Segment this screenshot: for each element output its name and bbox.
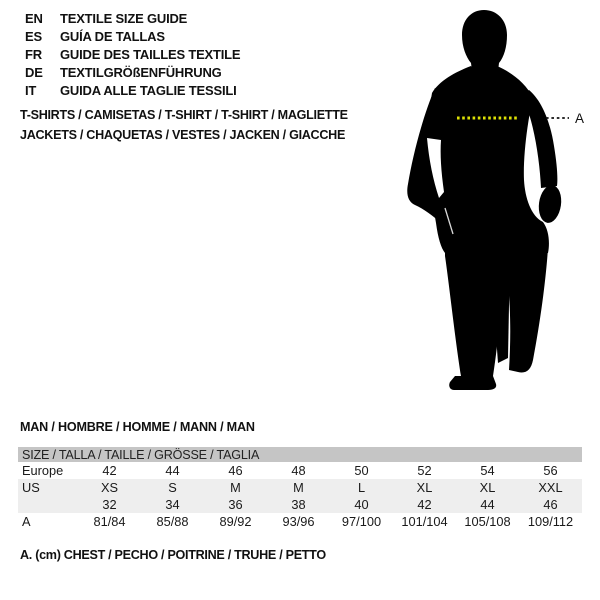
size-value: 48 — [291, 463, 306, 478]
size-value: 38 — [291, 497, 306, 512]
size-value: XL — [416, 480, 433, 495]
size-value: 85/88 — [156, 514, 189, 529]
language-row-it — [25, 81, 240, 99]
size-value: 40 — [354, 497, 369, 512]
language-code: ES — [25, 28, 42, 44]
size-value: 50 — [354, 463, 369, 478]
measurement-footnote: A. (cm) CHEST / PECHO / POITRINE / TRUHE / PETTO — [20, 548, 326, 562]
size-table-header: SIZE / TALLA / TAILLE / GRÖSSE / TAGLIA — [18, 447, 582, 462]
size-value: 36 — [228, 497, 243, 512]
size-value: M — [230, 480, 241, 495]
size-table — [18, 447, 582, 530]
table-row-numeric — [18, 496, 582, 513]
language-title: TEXTILE SIZE GUIDE — [60, 10, 188, 26]
size-value: 105/108 — [464, 514, 511, 529]
silhouette-right-hand — [536, 184, 563, 225]
size-value: M — [293, 480, 304, 495]
size-value: 52 — [417, 463, 432, 478]
language-title: TEXTILGRÖßENFÜHRUNG — [60, 64, 222, 80]
language-row-es — [25, 27, 240, 45]
row-label: US — [22, 480, 40, 495]
silhouette-front-foot — [449, 376, 496, 390]
language-title-list — [25, 9, 240, 99]
size-value: XXL — [538, 480, 563, 495]
size-value: 34 — [165, 497, 180, 512]
size-value: 109/112 — [527, 514, 574, 529]
size-value: 42 — [417, 497, 432, 512]
size-value: 54 — [480, 463, 495, 478]
size-value: 56 — [543, 463, 558, 478]
language-title: GUIDE DES TAILLES TEXTILE — [60, 46, 241, 62]
table-row-chest-cm — [18, 513, 582, 530]
size-value: L — [357, 480, 366, 495]
language-code: IT — [25, 82, 37, 98]
size-value: 44 — [480, 497, 495, 512]
language-code: EN — [25, 10, 43, 26]
size-value: 46 — [543, 497, 558, 512]
table-row-us — [18, 479, 582, 496]
language-row-en — [25, 9, 240, 27]
language-code: FR — [25, 46, 42, 62]
size-value: XL — [479, 480, 496, 495]
size-value: 32 — [102, 497, 117, 512]
silhouette-head — [462, 10, 507, 75]
language-row-de — [25, 63, 240, 81]
size-value: 46 — [228, 463, 243, 478]
language-row-fr — [25, 45, 240, 63]
man-silhouette-figure — [405, 8, 600, 393]
size-value: 93/96 — [282, 514, 315, 529]
size-value: 42 — [102, 463, 117, 478]
garment-categories — [20, 105, 348, 145]
size-value: XS — [100, 480, 119, 495]
silhouette-right-arm — [525, 90, 557, 188]
size-value: 97/100 — [341, 514, 382, 529]
size-value: 101/104 — [401, 514, 448, 529]
table-row-europe — [18, 462, 582, 479]
marker-label: A — [575, 111, 585, 126]
section-title-man: MAN / HOMBRE / HOMME / MANN / MAN — [20, 420, 255, 434]
row-label: A — [22, 514, 31, 529]
size-value: 89/92 — [219, 514, 252, 529]
language-title: GUIDA ALLE TAGLIE TESSILI — [60, 82, 237, 98]
man-silhouette — [407, 10, 563, 390]
size-value: 44 — [165, 463, 180, 478]
size-value: S — [168, 480, 177, 495]
language-title: GUÍA DE TALLAS — [60, 28, 165, 44]
man-silhouette-svg — [405, 8, 600, 393]
language-code: DE — [25, 64, 43, 80]
size-value: 81/84 — [93, 514, 126, 529]
category-tshirts: T-SHIRTS / CAMISETAS / T-SHIRT / T-SHIRT / MAGLIETTE — [20, 108, 348, 122]
category-jackets: JACKETS / CHAQUETAS / VESTES / JACKEN / GIACCHE — [20, 128, 346, 142]
row-label: Europe — [22, 463, 64, 478]
